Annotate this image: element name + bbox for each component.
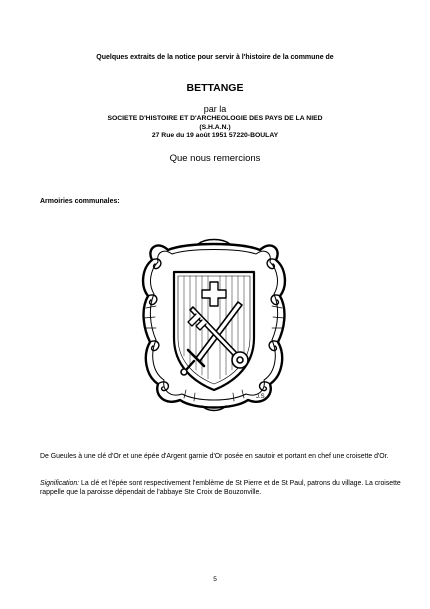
- signification-text: La clé et l'épée sont respectivement l'emblème de St Pierre et de St Paul, patrons du village. La croisette rappelle que la paroisse dépendait de l'abbaye Ste Croix de Bouzonville.: [40, 480, 401, 496]
- thanks-line: Que nous remercions: [169, 153, 261, 164]
- section-heading: Armoiries communales:: [40, 198, 120, 205]
- society-block: [0, 115, 430, 141]
- blazon-text: De Gueules à une clé d'Or et une épée d'Argent garnie d'Or posée en sautoir et portant en chef une croisette d'Or.: [40, 453, 389, 460]
- coat-of-arms-illustration: [138, 238, 290, 413]
- signification-paragraph: [40, 480, 402, 497]
- signification-label: Signification:: [40, 480, 80, 487]
- society-abbreviation: (S.H.A.N.): [199, 123, 231, 131]
- society-address: 27 Rue du 19 août 1951 57220-BOULAY: [151, 132, 279, 140]
- society-name: SOCIETE D'HISTOIRE ET D'ARCHEOLOGIE DES PAYS DE LA NIED: [107, 115, 323, 122]
- par-la-line: par la: [203, 104, 227, 114]
- intro-line: Quelques extraits de la notice pour servir à l'histoire de la commune de: [96, 54, 334, 61]
- page-number: 5: [213, 576, 217, 583]
- page-title: BETTANGE: [186, 82, 244, 94]
- engraver-mark: J.S.: [256, 394, 267, 400]
